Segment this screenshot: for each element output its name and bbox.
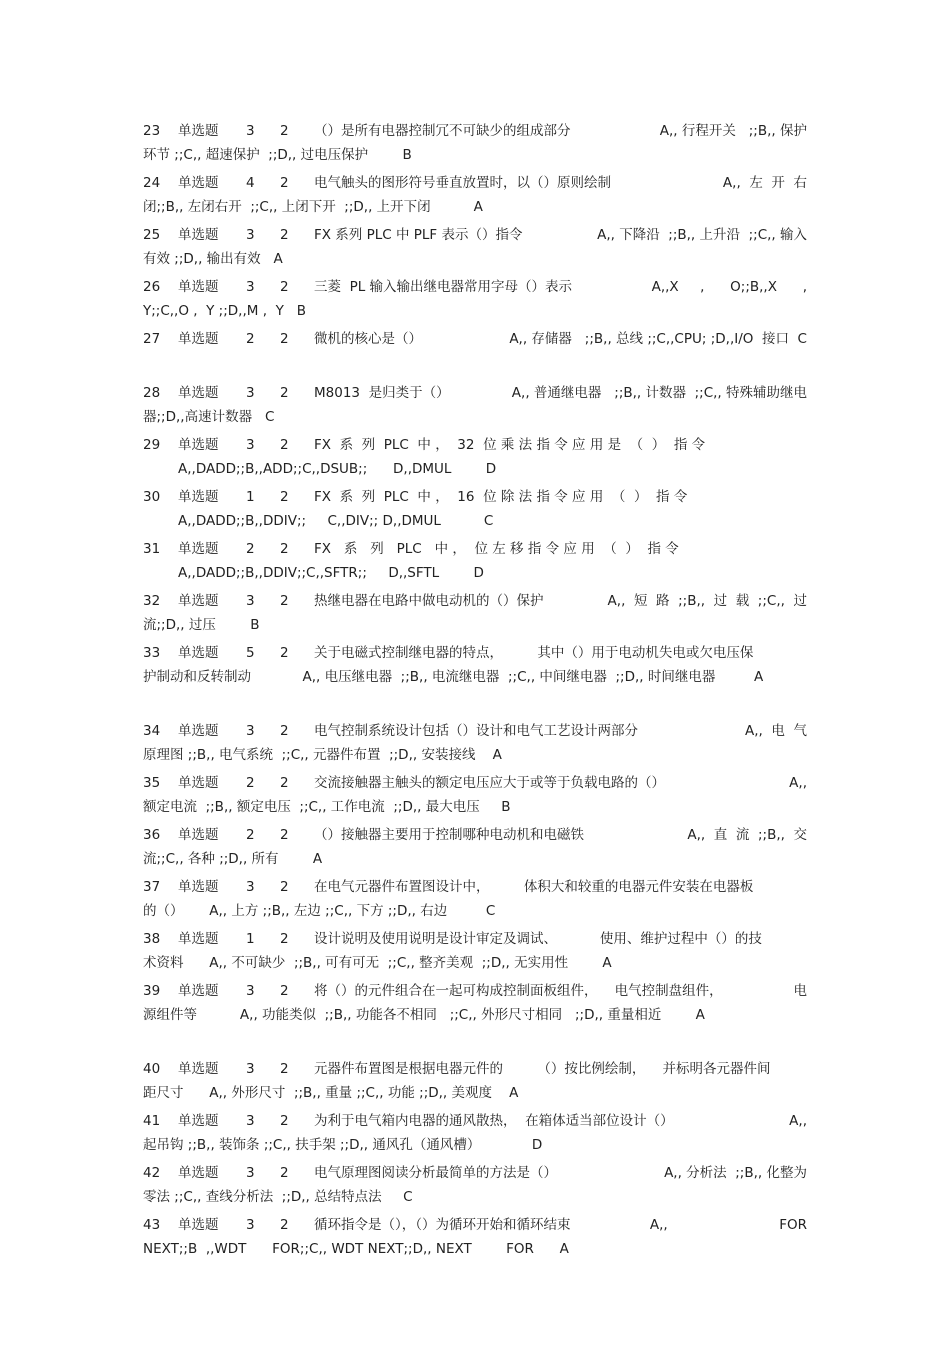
question-line-1: [143, 641, 807, 665]
question-stem: 交流接触器主触头的额定电压应大于或等于负载电路的（）: [314, 775, 665, 791]
question-stem-area: [314, 433, 807, 457]
question-number: 40: [143, 1061, 161, 1077]
question-stem: （）是所有电器控制冗不可缺少的组成部分: [314, 123, 571, 139]
question-line-2: 原理图 ;;B,, 电气系统 ;;C,, 元器件布置 ;;D,, 安装接线 A: [143, 747, 502, 763]
question-stem-area: [314, 171, 807, 195]
question-line-1: [143, 433, 807, 457]
question-score: 3: [246, 1113, 255, 1129]
question-33: [143, 641, 807, 689]
question-stem: FX 系 列 PLC 中 ， 位 左 移 指 令 应 用 （ ） 指 令: [314, 541, 679, 557]
question-line-2: 器;;D,,高速计数器 C: [143, 409, 275, 425]
question-difficulty: 2: [280, 931, 289, 947]
question-number: 39: [143, 983, 161, 999]
question-line-2: 护制动和反转制动 A,, 电压继电器 ;;B,, 电流继电器 ;;C,, 中间继电器 ;;D,, 时间继电器 A: [143, 669, 764, 685]
question-37: [143, 875, 807, 923]
question-line-1: [143, 927, 807, 951]
question-difficulty: 2: [280, 879, 289, 895]
question-29: [143, 433, 807, 481]
question-type: 单选题: [178, 175, 219, 191]
question-score: 3: [246, 1165, 255, 1181]
question-number: 23: [143, 123, 161, 139]
question-difficulty: 2: [280, 279, 289, 295]
question-type: 单选题: [178, 983, 219, 999]
question-score: 2: [246, 827, 255, 843]
question-36: [143, 823, 807, 871]
question-difficulty: 2: [280, 227, 289, 243]
question-difficulty: 2: [280, 331, 289, 347]
question-options-start: A,, 电 气: [745, 723, 807, 739]
question-number: 25: [143, 227, 161, 243]
question-number: 34: [143, 723, 161, 739]
question-line-1: [143, 979, 807, 1003]
question-number: 38: [143, 931, 161, 947]
question-number: 24: [143, 175, 161, 191]
question-line-1: [143, 1213, 807, 1237]
question-line-2: 起吊钩 ;;B,, 装饰条 ;;C,, 扶手架 ;;D,, 通风孔（通风槽） D: [143, 1137, 543, 1153]
question-stem-area: [314, 537, 807, 561]
question-difficulty: 2: [280, 1113, 289, 1129]
question-stem-area: [314, 823, 807, 847]
question-line-2: 流;;C,, 各种 ;;D,, 所有 A: [143, 851, 323, 867]
question-line-1: [143, 1161, 807, 1185]
question-line-2: 环节 ;;C,, 超速保护 ;;D,, 过电压保护 B: [143, 147, 412, 163]
question-stem: 循环指令是（），（）为循环开始和循环结束: [314, 1217, 571, 1233]
question-options-start: A,, 短 路 ;;B,, 过 载 ;;C,, 过: [607, 593, 807, 609]
question-stem-area: [314, 589, 807, 613]
question-42: [143, 1161, 807, 1209]
question-stem: FX 系 列 PLC 中 ， 16 位 除 法 指 令 应 用 （ ） 指 令: [314, 489, 688, 505]
question-line-2: 闭;;B,, 左闭右开 ;;C,, 上闭下开 ;;D,, 上开下闭 A: [143, 199, 483, 215]
question-24: [143, 171, 807, 219]
question-number: 42: [143, 1165, 161, 1181]
question-35: [143, 771, 807, 819]
question-stem: 为利于电气箱内电器的通风散热， 在箱体适当部位设计（）: [314, 1113, 674, 1129]
question-line-1: [143, 223, 807, 247]
question-score: 3: [246, 593, 255, 609]
question-stem: 热继电器在电路中做电动机的（）保护: [314, 593, 544, 609]
question-difficulty: 2: [280, 1165, 289, 1181]
question-stem: 电气控制系统设计包括（）设计和电气工艺设计两部分: [314, 723, 638, 739]
question-line-1: [143, 589, 807, 613]
question-type: 单选题: [178, 437, 219, 453]
question-line-1: [143, 1109, 807, 1133]
question-line-1: [143, 485, 807, 509]
question-options-start: A,,: [789, 775, 807, 791]
question-line-1: [143, 1057, 807, 1081]
question-stem-area: [314, 1057, 807, 1081]
question-line-2: 零法 ;;C,, 查线分析法 ;;D,, 总结特点法 C: [143, 1189, 413, 1205]
question-23: [143, 119, 807, 167]
question-40: [143, 1057, 807, 1105]
question-difficulty: 2: [280, 541, 289, 557]
question-line-1: [143, 327, 807, 351]
question-type: 单选题: [178, 227, 219, 243]
question-stem: 关于电磁式控制继电器的特点， 其中（）用于电动机失电或欠电压保: [314, 645, 754, 661]
question-type: 单选题: [178, 123, 219, 139]
question-line-2: Y;;C,,O , Y ;;D,,M , Y B: [143, 303, 306, 319]
question-score: 3: [246, 123, 255, 139]
question-stem-area: [314, 1213, 807, 1237]
question-type: 单选题: [178, 1113, 219, 1129]
question-stem-area: [314, 223, 807, 247]
question-score: 3: [246, 437, 255, 453]
question-number: 43: [143, 1217, 161, 1233]
question-line-1: [143, 823, 807, 847]
question-line-2: 术资料 A,, 不可缺少 ;;B,, 可有可无 ;;C,, 整齐美观 ;;D,, 无实用性 A: [143, 955, 612, 971]
question-32: [143, 589, 807, 637]
question-options-start: A,, 左 开 右: [722, 175, 807, 191]
question-type: 单选题: [178, 827, 219, 843]
question-type: 单选题: [178, 1217, 219, 1233]
question-line-1: [143, 719, 807, 743]
question-type: 单选题: [178, 489, 219, 505]
question-options-start: A,, FOR: [649, 1217, 807, 1233]
question-type: 单选题: [178, 331, 219, 347]
question-options-start: A,, 行程开关 ;;B,, 保护: [659, 123, 807, 139]
question-options-start: A,, 分析法 ;;B,, 化整为: [664, 1165, 807, 1181]
question-34: [143, 719, 807, 767]
question-stem: 元器件布置图是根据电器元件的 （）按比例绘制， 并标明各元器件间: [314, 1061, 771, 1077]
question-difficulty: 2: [280, 1061, 289, 1077]
question-30: [143, 485, 807, 533]
question-number: 41: [143, 1113, 161, 1129]
question-number: 28: [143, 385, 161, 401]
question-difficulty: 2: [280, 593, 289, 609]
question-options-start: A,, 存储器 ;;B,, 总线 ;;C,,CPU; ;D,,I/O 接口 C: [509, 331, 807, 347]
question-stem-area: [314, 927, 807, 951]
question-type: 单选题: [178, 541, 219, 557]
question-type: 单选题: [178, 931, 219, 947]
question-line-2: A,,DADD;;B,,DDIV;;C,,SFTR;; D,,SFTL D: [178, 565, 484, 581]
question-stem: 微机的核心是（）: [314, 331, 422, 347]
question-number: 35: [143, 775, 161, 791]
question-stem-area: [314, 979, 807, 1003]
question-score: 1: [246, 931, 255, 947]
question-score: 3: [246, 879, 255, 895]
question-number: 32: [143, 593, 161, 609]
question-41: [143, 1109, 807, 1157]
question-27: [143, 327, 807, 351]
question-type: 单选题: [178, 593, 219, 609]
question-type: 单选题: [178, 1165, 219, 1181]
question-number: 36: [143, 827, 161, 843]
question-stem: 将（）的元件组合在一起可构成控制面板组件， 电气控制盘组件，: [314, 983, 723, 999]
question-line-2: 的（） A,, 上方 ;;B,, 左边 ;;C,, 下方 ;;D,, 右边 C: [143, 903, 496, 919]
question-score: 5: [246, 645, 255, 661]
question-number: 26: [143, 279, 161, 295]
question-options-start: A,, 下降沿 ;;B,, 上升沿 ;;C,, 输入: [597, 227, 807, 243]
question-stem-area: [314, 119, 807, 143]
question-line-2: 源组件等 A,, 功能类似 ;;B,, 功能各不相同 ;;C,, 外形尺寸相同 ;;D,, 重量相近 A: [143, 1007, 705, 1023]
question-number: 27: [143, 331, 161, 347]
question-line-2: A,,DADD;;B,,DDIV;; C,,DIV;; D,,DMUL C: [178, 513, 494, 529]
question-stem-area: [314, 771, 807, 795]
question-43: [143, 1213, 807, 1261]
question-score: 3: [246, 1061, 255, 1077]
question-score: 3: [246, 1217, 255, 1233]
question-difficulty: 2: [280, 123, 289, 139]
question-stem-area: [314, 485, 807, 509]
question-type: 单选题: [178, 775, 219, 791]
question-39: [143, 979, 807, 1027]
question-stem: 电气原理图阅读分析最简单的方法是（）: [314, 1165, 557, 1181]
question-difficulty: 2: [280, 775, 289, 791]
question-score: 3: [246, 227, 255, 243]
question-type: 单选题: [178, 645, 219, 661]
question-options-start: A,,: [789, 1113, 807, 1129]
question-stem-area: [314, 641, 807, 665]
question-score: 4: [246, 175, 255, 191]
question-options-start: A,,X , O;;B,,X ,: [651, 279, 807, 295]
question-line-1: [143, 119, 807, 143]
question-score: 2: [246, 775, 255, 791]
question-31: [143, 537, 807, 585]
question-line-1: [143, 171, 807, 195]
question-line-2: A,,DADD;;B,,ADD;;C,,DSUB;; D,,DMUL D: [178, 461, 497, 477]
question-score: 3: [246, 723, 255, 739]
question-score: 1: [246, 489, 255, 505]
question-stem: 电气触头的图形符号垂直放置时，以（）原则绘制: [314, 175, 611, 191]
question-line-1: [143, 875, 807, 899]
question-stem-area: [314, 719, 807, 743]
question-difficulty: 2: [280, 983, 289, 999]
question-number: 30: [143, 489, 161, 505]
question-difficulty: 2: [280, 175, 289, 191]
question-stem-area: [314, 1109, 807, 1133]
question-type: 单选题: [178, 723, 219, 739]
question-number: 37: [143, 879, 161, 895]
question-stem: 设计说明及使用说明是设计审定及调试、 使用、维护过程中（）的技: [314, 931, 762, 947]
question-difficulty: 2: [280, 489, 289, 505]
question-difficulty: 2: [280, 385, 289, 401]
question-38: [143, 927, 807, 975]
question-line-2: 额定电流 ;;B,, 额定电压 ;;C,, 工作电流 ;;D,, 最大电压 B: [143, 799, 511, 815]
question-score: 2: [246, 331, 255, 347]
question-stem: 在电气元器件布置图设计中， 体积大和较重的电器元件安装在电器板: [314, 879, 754, 895]
question-score: 3: [246, 385, 255, 401]
question-number: 33: [143, 645, 161, 661]
question-number: 29: [143, 437, 161, 453]
question-difficulty: 2: [280, 723, 289, 739]
question-line-2: 有效 ;;D,, 输出有效 A: [143, 251, 283, 267]
question-options-start: 电: [793, 983, 807, 999]
question-stem: M8013 是归类于（）: [314, 385, 450, 401]
question-stem: FX 系列 PLC 中 PLF 表示（）指令: [314, 227, 523, 243]
question-line-2: NEXT;;B ,,WDT FOR;;C,, WDT NEXT;;D,, NEXT FOR A: [143, 1241, 569, 1257]
question-score: 3: [246, 279, 255, 295]
question-options-start: A,, 普通继电器 ;;B,, 计数器 ;;C,, 特殊辅助继电: [511, 385, 807, 401]
question-stem: （）接触器主要用于控制哪种电动机和电磁铁: [314, 827, 584, 843]
question-difficulty: 2: [280, 645, 289, 661]
question-line-2: 距尺寸 A,, 外形尺寸 ;;B,, 重量 ;;C,, 功能 ;;D,, 美观度 A: [143, 1085, 519, 1101]
question-stem-area: [314, 275, 807, 299]
question-type: 单选题: [178, 385, 219, 401]
question-options-start: A,, 直 流 ;;B,, 交: [687, 827, 807, 843]
question-line-1: [143, 381, 807, 405]
question-line-1: [143, 771, 807, 795]
question-type: 单选题: [178, 879, 219, 895]
question-stem-area: [314, 327, 807, 351]
question-line-1: [143, 537, 807, 561]
question-line-2: 流;;D,, 过压 B: [143, 617, 260, 633]
question-stem: 三菱 PL 输入输出继电器常用字母（）表示: [314, 279, 573, 295]
question-difficulty: 2: [280, 1217, 289, 1233]
question-stem-area: [314, 875, 807, 899]
question-28: [143, 381, 807, 429]
question-difficulty: 2: [280, 827, 289, 843]
question-26: [143, 275, 807, 323]
question-score: 2: [246, 541, 255, 557]
question-type: 单选题: [178, 1061, 219, 1077]
question-type: 单选题: [178, 279, 219, 295]
question-line-1: [143, 275, 807, 299]
question-25: [143, 223, 807, 271]
question-number: 31: [143, 541, 161, 557]
question-stem: FX 系 列 PLC 中 ， 32 位 乘 法 指 令 应 用 是 （ ） 指 令: [314, 437, 706, 453]
question-score: 3: [246, 983, 255, 999]
question-stem-area: [314, 381, 807, 405]
question-difficulty: 2: [280, 437, 289, 453]
question-stem-area: [314, 1161, 807, 1185]
